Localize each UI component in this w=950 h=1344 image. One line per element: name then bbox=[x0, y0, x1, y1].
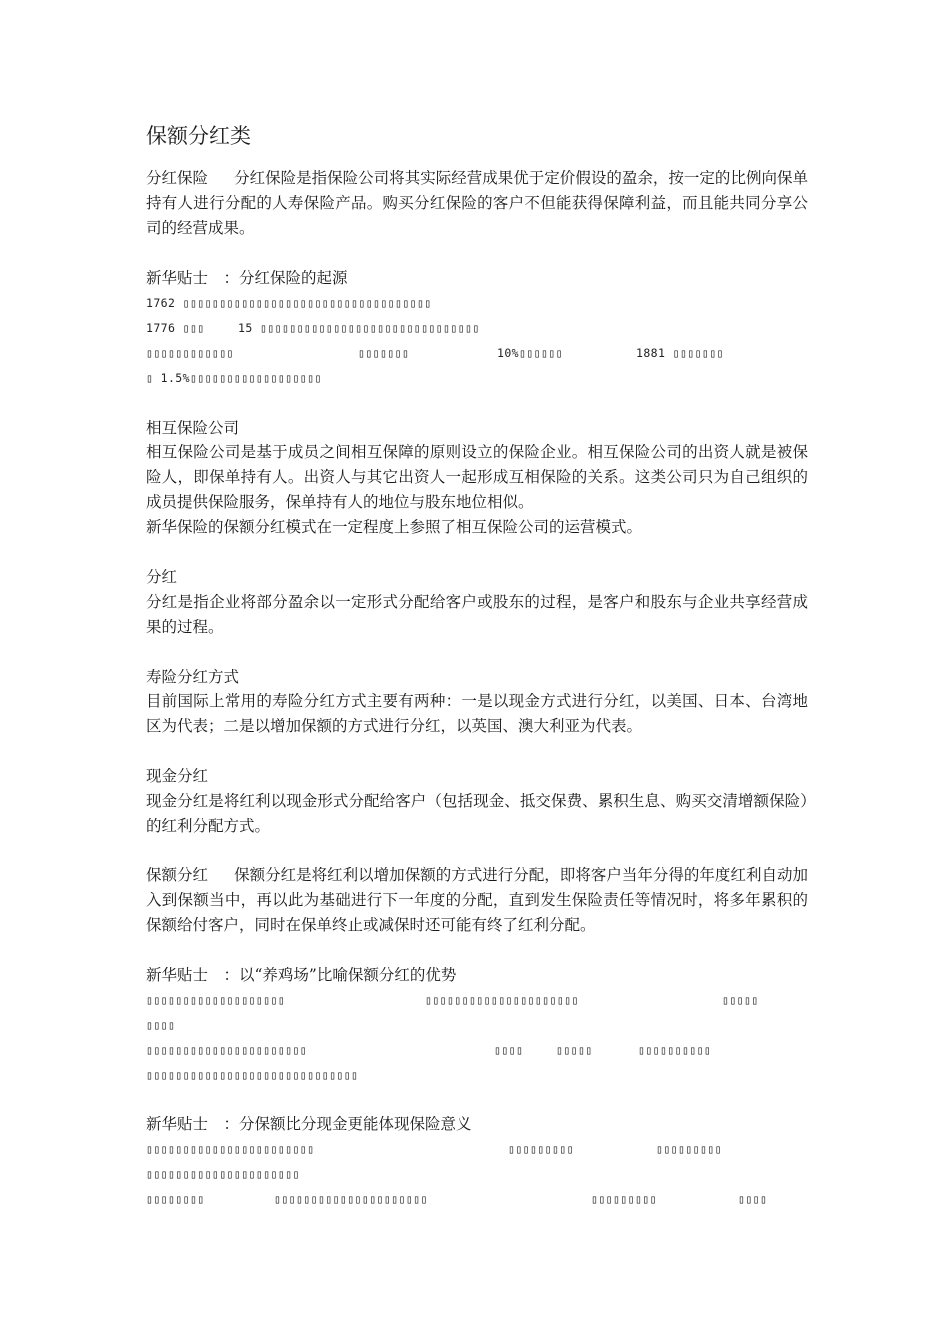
garbled-text-line: 1762 ▯▯▯▯▯▯▯▯▯▯▯▯▯▯▯▯▯▯▯▯▯▯▯▯▯▯▯▯▯▯▯▯▯▯ bbox=[146, 296, 432, 310]
garbled-text-line: ▯▯▯▯▯▯▯▯ bbox=[146, 1192, 205, 1206]
garbled-text-line: ▯▯▯▯▯▯▯▯▯▯▯▯ bbox=[146, 346, 234, 360]
garbled-text-line: ▯▯▯▯▯▯▯▯▯▯▯▯▯▯▯▯▯▯▯▯▯▯▯ bbox=[146, 1142, 315, 1156]
garbled-text-line: ▯▯▯▯▯▯▯▯▯▯▯▯▯▯▯▯▯▯▯▯▯▯ bbox=[146, 1043, 308, 1057]
garbled-text-line: ▯▯▯▯▯▯▯▯▯ bbox=[656, 1142, 722, 1156]
garbled-text-line: ▯▯▯▯▯ bbox=[556, 1043, 593, 1057]
dividend-body: 分红是指企业将部分盈余以一定形式分配给客户或股东的过程，是客户和股东与企业共享经营成果的过程。 bbox=[146, 593, 808, 636]
garbled-text-line: 1776 ▯▯▯ bbox=[146, 321, 205, 335]
sum-assured-dividend-body: 保额分红是将红利以增加保额的方式进行分配，即将客户当年分得的年度红利自动加入到保额当中，再以此为基础进行下一年度的分配，直到发生保险责任等情况时，将多年累积的保额给付客户，同时在保单终止或减保时还可能有终了红利分配。 bbox=[146, 866, 808, 934]
dividend-insurance-body: 分红保险是指保险公司将其实际经营成果优于定价假设的盈余，按一定的比例向保单持有人进行分配的人寿保险产品。购买分红保险的客户不但能获得保障利益，而且能共同分享公司的经营成果。 bbox=[146, 169, 808, 237]
garbled-text-line: ▯▯▯▯▯▯▯▯▯▯▯▯▯▯▯▯▯▯▯▯▯▯▯▯▯▯▯▯▯ bbox=[146, 1068, 359, 1082]
life-dividend-methods-body: 目前国际上常用的寿险分红方式主要有两种：一是以现金方式进行分红，以美国、日本、台湾地区为代表；二是以增加保额的方式进行分红，以英国、澳大利亚为代表。 bbox=[146, 692, 808, 735]
dividend-insurance-heading: 分红保险 bbox=[146, 169, 209, 187]
sum-assured-dividend-paragraph bbox=[146, 863, 808, 938]
garbled-text-line: 1881 ▯▯▯▯▯▯▯ bbox=[636, 346, 724, 360]
garbled-text-line: ▯▯▯▯▯▯▯▯▯▯▯▯▯▯▯▯▯▯▯▯▯ bbox=[146, 1167, 300, 1181]
garbled-text-line: ▯▯▯▯ bbox=[738, 1192, 768, 1206]
dividend-heading: 分红 bbox=[146, 568, 178, 586]
garbled-text-line: 15 ▯▯▯▯▯▯▯▯▯▯▯▯▯▯▯▯▯▯▯▯▯▯▯▯▯▯▯▯▯▯ bbox=[238, 321, 480, 335]
garbled-text-line: ▯▯▯▯▯▯▯▯▯▯▯▯▯▯▯▯▯▯▯▯▯ bbox=[274, 1192, 428, 1206]
garbled-text-line: ▯▯▯▯▯▯▯▯▯▯ bbox=[638, 1043, 712, 1057]
tip-sum-vs-cash-heading: 新华贴士 ：分保额比分现金更能体现保险意义 bbox=[146, 1115, 472, 1133]
dividend-insurance-paragraph bbox=[146, 166, 808, 241]
mutual-insurance-body: 相互保险公司是基于成员之间相互保障的原则设立的保险企业。相互保险公司的出资人就是被保险人，即保单持有人。出资人与其它出资人一起形成互相保险的关系。这类公司只为自己组织的成员提供保险服务，保单持有人的地位与股东地位相似。 bbox=[146, 443, 808, 511]
garbled-text-line: ▯▯▯▯▯▯▯▯▯▯▯▯▯▯▯▯▯▯▯▯▯ bbox=[425, 993, 579, 1007]
garbled-text-line: ▯▯▯▯ bbox=[494, 1043, 524, 1057]
mutual-insurance-heading: 相互保险公司 bbox=[146, 419, 240, 437]
garbled-text-line: 10%▯▯▯▯▯▯ bbox=[497, 346, 563, 360]
garbled-text-line: ▯▯▯▯▯ bbox=[722, 993, 759, 1007]
cash-dividend-body: 现金分红是将红利以现金形式分配给客户（包括现金、抵交保费、累积生息、购买交清增额保险）的红利分配方式。 bbox=[146, 792, 808, 835]
garbled-text-line: ▯▯▯▯▯▯▯ bbox=[358, 346, 410, 360]
sum-assured-dividend-heading: 保额分红 bbox=[146, 866, 209, 884]
garbled-text-line: ▯▯▯▯▯▯▯▯▯▯▯▯▯▯▯▯▯▯▯ bbox=[146, 993, 286, 1007]
cash-dividend-heading: 现金分红 bbox=[146, 767, 209, 785]
tip-origin-heading: 新华贴士 ：分红保险的起源 bbox=[146, 269, 348, 287]
life-dividend-methods-heading: 寿险分红方式 bbox=[146, 668, 240, 686]
garbled-text-line: ▯▯▯▯▯▯▯▯▯ bbox=[508, 1142, 574, 1156]
page-title: 保额分红类 bbox=[146, 124, 251, 148]
mutual-insurance-note: 新华保险的保额分红模式在一定程度上参照了相互保险公司的运营模式。 bbox=[146, 518, 643, 536]
garbled-text-line: ▯▯▯▯▯▯▯▯▯ bbox=[591, 1192, 657, 1206]
garbled-text-line: ▯▯▯▯ bbox=[146, 1018, 176, 1032]
garbled-text-line: ▯ 1.5%▯▯▯▯▯▯▯▯▯▯▯▯▯▯▯▯▯▯ bbox=[146, 371, 322, 385]
tip-chicken-farm-heading: 新华贴士 ：以“养鸡场”比喻保额分红的优势 bbox=[146, 966, 457, 984]
